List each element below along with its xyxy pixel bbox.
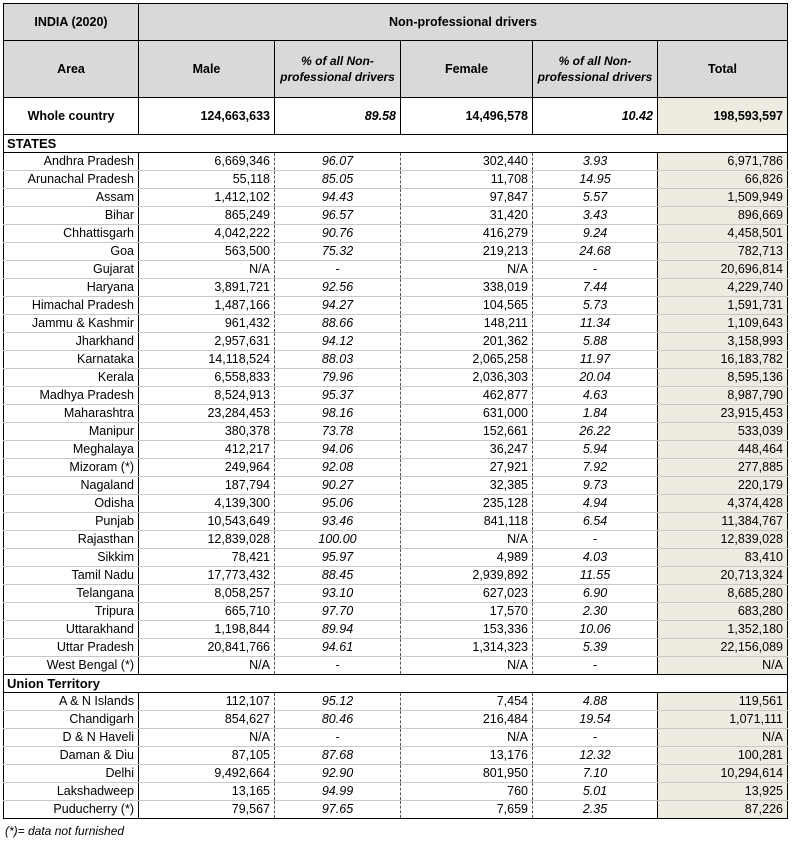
cell-area: West Bengal (*) [4,657,139,675]
cell-female: 17,570 [401,603,533,621]
cell-male: 9,492,664 [139,765,275,783]
table-row [4,603,788,621]
cell-total: 13,925 [658,783,788,801]
cell-total: 220,179 [658,477,788,495]
table-row [4,801,788,819]
cell-area: Tamil Nadu [4,567,139,585]
cell-total: 1,352,180 [658,621,788,639]
cell-area: Assam [4,189,139,207]
cell-pct-male: 94.27 [275,297,401,315]
cell-pct-male: 100.00 [275,531,401,549]
cell-male: 14,118,524 [139,351,275,369]
table-row [4,639,788,657]
states-section-row [4,135,788,153]
cell-pct-male: 96.07 [275,153,401,171]
cell-female: 416,279 [401,225,533,243]
col-header-pct-female: % of all Non-professional drivers [533,41,658,98]
table-row [4,657,788,675]
cell-pct-female: 9.24 [533,225,658,243]
cell-total: 3,158,993 [658,333,788,351]
cell-pct-male: 90.27 [275,477,401,495]
cell-pct-female: 7.92 [533,459,658,477]
table-row [4,783,788,801]
cell-area: Tripura [4,603,139,621]
cell-total: 100,281 [658,747,788,765]
cell-pct-male: 92.08 [275,459,401,477]
table-row [4,441,788,459]
cell-pct-female: 19.54 [533,711,658,729]
cell-male: 563,500 [139,243,275,261]
cell-pct-female: 4.94 [533,495,658,513]
cell-male: 6,669,346 [139,153,275,171]
cell-pct-female: 20.04 [533,369,658,387]
cell-pct-male: 95.97 [275,549,401,567]
cell-area: Goa [4,243,139,261]
cell-male: 865,249 [139,207,275,225]
cell-female: 841,118 [401,513,533,531]
cell-male: 665,710 [139,603,275,621]
cell-pct-female: 14.95 [533,171,658,189]
cell-area: Maharashtra [4,405,139,423]
cell-female: 152,661 [401,423,533,441]
table-row [4,405,788,423]
cell-male: 854,627 [139,711,275,729]
cell-area: Arunachal Pradesh [4,171,139,189]
cell-pct-female: - [533,729,658,747]
cell-pct-female: 9.73 [533,477,658,495]
cell-pct-male: 88.03 [275,351,401,369]
cell-male: N/A [139,657,275,675]
whole-pct-male: 89.58 [275,98,401,135]
cell-total: 6,971,786 [658,153,788,171]
cell-pct-male: 95.37 [275,387,401,405]
table-row [4,765,788,783]
cell-female: 235,128 [401,495,533,513]
cell-pct-male: 88.66 [275,315,401,333]
cell-pct-male: 75.32 [275,243,401,261]
cell-area: Uttar Pradesh [4,639,139,657]
cell-male: 8,058,257 [139,585,275,603]
table-row [4,351,788,369]
cell-male: 79,567 [139,801,275,819]
cell-area: Andhra Pradesh [4,153,139,171]
cell-pct-female: 2.35 [533,801,658,819]
cell-pct-female: 3.43 [533,207,658,225]
cell-male: 249,964 [139,459,275,477]
cell-pct-male: 93.46 [275,513,401,531]
cell-area: Haryana [4,279,139,297]
cell-total: N/A [658,657,788,675]
table-row [4,333,788,351]
table-row [4,297,788,315]
cell-male: N/A [139,261,275,279]
cell-pct-male: 93.10 [275,585,401,603]
cell-pct-female: - [533,657,658,675]
cell-total: 683,280 [658,603,788,621]
cell-area: Chandigarh [4,711,139,729]
drivers-table [3,3,788,819]
table-row [4,585,788,603]
cell-male: 187,794 [139,477,275,495]
cell-area: Lakshadweep [4,783,139,801]
table-row [4,693,788,711]
cell-female: 4,989 [401,549,533,567]
cell-male: 23,284,453 [139,405,275,423]
cell-female: 32,385 [401,477,533,495]
cell-area: Nagaland [4,477,139,495]
cell-pct-male: 73.78 [275,423,401,441]
header-row-2 [4,41,788,98]
cell-total: 11,384,767 [658,513,788,531]
cell-male: 78,421 [139,549,275,567]
table-row [4,747,788,765]
cell-male: 20,841,766 [139,639,275,657]
cell-total: 66,826 [658,171,788,189]
cell-area: Sikkim [4,549,139,567]
cell-total: 20,696,814 [658,261,788,279]
cell-total: 4,374,428 [658,495,788,513]
cell-male: N/A [139,729,275,747]
cell-total: 20,713,324 [658,567,788,585]
footnote: (*)= data not furnished [5,824,125,838]
table-row [4,621,788,639]
cell-pct-male: 87.68 [275,747,401,765]
table-row [4,423,788,441]
table-row [4,387,788,405]
table-row [4,153,788,171]
cell-pct-male: 90.76 [275,225,401,243]
cell-area: Delhi [4,765,139,783]
cell-female: 760 [401,783,533,801]
cell-area: Daman & Diu [4,747,139,765]
cell-pct-female: 6.90 [533,585,658,603]
cell-area: Himachal Pradesh [4,297,139,315]
cell-total: 8,595,136 [658,369,788,387]
cell-female: 801,950 [401,765,533,783]
table-row [4,207,788,225]
cell-female: 27,921 [401,459,533,477]
cell-total: 4,458,501 [658,225,788,243]
table-row [4,171,788,189]
cell-pct-female: 10.06 [533,621,658,639]
table-row [4,711,788,729]
cell-male: 112,107 [139,693,275,711]
cell-pct-female: 11.97 [533,351,658,369]
cell-male: 6,558,833 [139,369,275,387]
table-row [4,531,788,549]
cell-total: 87,226 [658,801,788,819]
whole-pct-female: 10.42 [533,98,658,135]
cell-female: 148,211 [401,315,533,333]
cell-male: 8,524,913 [139,387,275,405]
cell-female: N/A [401,261,533,279]
cell-male: 1,412,102 [139,189,275,207]
table-row [4,315,788,333]
cell-female: 2,065,258 [401,351,533,369]
cell-area: Jammu & Kashmir [4,315,139,333]
cell-area: A & N Islands [4,693,139,711]
table-row [4,549,788,567]
cell-total: 1,591,731 [658,297,788,315]
cell-female: N/A [401,657,533,675]
col-header-pct-male: % of all Non-professional drivers [275,41,401,98]
cell-pct-female: 5.01 [533,783,658,801]
ut-section-row [4,675,788,693]
cell-pct-male: 85.05 [275,171,401,189]
cell-pct-female: 3.93 [533,153,658,171]
cell-pct-male: 95.12 [275,693,401,711]
cell-pct-male: 97.65 [275,801,401,819]
table-row [4,261,788,279]
cell-female: 104,565 [401,297,533,315]
cell-area: Odisha [4,495,139,513]
cell-pct-male: 80.46 [275,711,401,729]
ut-section-label: Union Territory [4,675,788,693]
cell-total: 4,229,740 [658,279,788,297]
cell-male: 961,432 [139,315,275,333]
cell-pct-female: 5.94 [533,441,658,459]
cell-area: Rajasthan [4,531,139,549]
table-title: INDIA (2020) [4,4,139,41]
cell-total: 533,039 [658,423,788,441]
cell-female: 1,314,323 [401,639,533,657]
cell-pct-male: 94.12 [275,333,401,351]
cell-pct-female: 4.88 [533,693,658,711]
cell-total: 16,183,782 [658,351,788,369]
cell-female: 153,336 [401,621,533,639]
table-row [4,729,788,747]
cell-area: Jharkhand [4,333,139,351]
cell-female: 201,362 [401,333,533,351]
table-row [4,225,788,243]
cell-total: 12,839,028 [658,531,788,549]
cell-female: 302,440 [401,153,533,171]
table-row [4,495,788,513]
cell-male: 13,165 [139,783,275,801]
whole-area: Whole country [4,98,139,135]
cell-female: 631,000 [401,405,533,423]
cell-pct-female: 2.30 [533,603,658,621]
whole-total: 198,593,597 [658,98,788,135]
table-body [4,4,788,819]
cell-pct-female: 4.63 [533,387,658,405]
cell-female: 36,247 [401,441,533,459]
table-row [4,477,788,495]
states-section-label: STATES [4,135,788,153]
cell-female: 216,484 [401,711,533,729]
table-row [4,279,788,297]
cell-pct-female: 5.88 [533,333,658,351]
cell-female: 13,176 [401,747,533,765]
cell-female: N/A [401,531,533,549]
cell-pct-female: 5.39 [533,639,658,657]
cell-total: 83,410 [658,549,788,567]
cell-pct-female: 26.22 [533,423,658,441]
cell-male: 4,139,300 [139,495,275,513]
cell-pct-male: 92.56 [275,279,401,297]
cell-total: 277,885 [658,459,788,477]
cell-female: 627,023 [401,585,533,603]
col-header-total: Total [658,41,788,98]
cell-pct-male: 96.57 [275,207,401,225]
cell-pct-male: 94.61 [275,639,401,657]
cell-male: 12,839,028 [139,531,275,549]
cell-male: 4,042,222 [139,225,275,243]
cell-female: 338,019 [401,279,533,297]
cell-total: 448,464 [658,441,788,459]
cell-area: Punjab [4,513,139,531]
cell-area: Gujarat [4,261,139,279]
table-row [4,369,788,387]
cell-female: 219,213 [401,243,533,261]
cell-pct-female: - [533,261,658,279]
cell-male: 17,773,432 [139,567,275,585]
cell-total: 1,071,111 [658,711,788,729]
cell-pct-female: 5.73 [533,297,658,315]
cell-area: Madhya Pradesh [4,387,139,405]
cell-area: Telangana [4,585,139,603]
cell-area: Uttarakhand [4,621,139,639]
cell-pct-female: 11.34 [533,315,658,333]
cell-area: Manipur [4,423,139,441]
cell-pct-male: 92.90 [275,765,401,783]
whole-male: 124,663,633 [139,98,275,135]
cell-pct-male: 94.06 [275,441,401,459]
cell-total: 10,294,614 [658,765,788,783]
cell-female: 2,036,303 [401,369,533,387]
cell-pct-female: 7.10 [533,765,658,783]
cell-total: N/A [658,729,788,747]
cell-pct-male: 94.99 [275,783,401,801]
table-row [4,459,788,477]
cell-pct-male: 98.16 [275,405,401,423]
cell-total: 22,156,089 [658,639,788,657]
cell-total: 23,915,453 [658,405,788,423]
cell-total: 782,713 [658,243,788,261]
cell-female: 11,708 [401,171,533,189]
cell-male: 10,543,649 [139,513,275,531]
cell-pct-male: 95.06 [275,495,401,513]
cell-area: Mizoram (*) [4,459,139,477]
table-row [4,189,788,207]
cell-pct-female: 7.44 [533,279,658,297]
cell-area: Bihar [4,207,139,225]
cell-pct-female: - [533,531,658,549]
cell-male: 3,891,721 [139,279,275,297]
cell-pct-female: 24.68 [533,243,658,261]
table-row [4,567,788,585]
cell-female: 97,847 [401,189,533,207]
cell-female: 2,939,892 [401,567,533,585]
cell-female: 462,877 [401,387,533,405]
cell-female: 7,454 [401,693,533,711]
col-header-area: Area [4,41,139,98]
cell-pct-female: 5.57 [533,189,658,207]
cell-pct-female: 12.32 [533,747,658,765]
cell-pct-male: - [275,261,401,279]
cell-pct-female: 4.03 [533,549,658,567]
header-row-1 [4,4,788,41]
cell-pct-male: 97.70 [275,603,401,621]
cell-area: Kerala [4,369,139,387]
cell-pct-male: 79.96 [275,369,401,387]
cell-area: D & N Haveli [4,729,139,747]
cell-total: 8,685,280 [658,585,788,603]
cell-area: Chhattisgarh [4,225,139,243]
col-header-male: Male [139,41,275,98]
cell-area: Karnataka [4,351,139,369]
cell-male: 55,118 [139,171,275,189]
cell-female: N/A [401,729,533,747]
cell-male: 1,198,844 [139,621,275,639]
whole-country-row [4,98,788,135]
cell-male: 87,105 [139,747,275,765]
cell-female: 7,659 [401,801,533,819]
cell-total: 8,987,790 [658,387,788,405]
cell-area: Meghalaya [4,441,139,459]
cell-female: 31,420 [401,207,533,225]
cell-total: 119,561 [658,693,788,711]
cell-male: 380,378 [139,423,275,441]
cell-pct-female: 1.84 [533,405,658,423]
cell-male: 1,487,166 [139,297,275,315]
cell-pct-male: 89.94 [275,621,401,639]
cell-pct-male: 94.43 [275,189,401,207]
cell-pct-female: 6.54 [533,513,658,531]
col-header-female: Female [401,41,533,98]
cell-male: 2,957,631 [139,333,275,351]
table-row [4,513,788,531]
cell-pct-male: - [275,657,401,675]
cell-total: 1,109,643 [658,315,788,333]
whole-female: 14,496,578 [401,98,533,135]
cell-pct-female: 11.55 [533,567,658,585]
cell-total: 896,669 [658,207,788,225]
cell-male: 412,217 [139,441,275,459]
table-row [4,243,788,261]
cell-total: 1,509,949 [658,189,788,207]
cell-area: Puducherry (*) [4,801,139,819]
cell-pct-male: - [275,729,401,747]
group-header: Non-professional drivers [139,4,788,41]
cell-pct-male: 88.45 [275,567,401,585]
